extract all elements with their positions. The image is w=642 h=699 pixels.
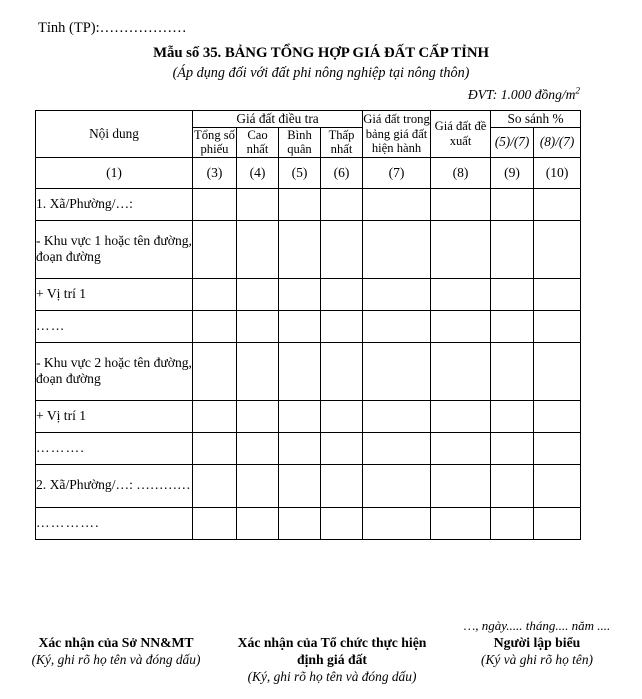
- row-cell-5[interactable]: [279, 432, 321, 464]
- unit-label: [468, 87, 580, 103]
- row-cell-3[interactable]: [193, 507, 237, 539]
- page-title: Mẫu số 35. BẢNG TỔNG HỢP GIÁ ĐẤT CẤP TỈNH: [153, 45, 489, 61]
- row-cell-3[interactable]: [193, 220, 237, 278]
- signature-title-so-nnmt: Xác nhận của Sở NN&MT: [38, 635, 194, 650]
- row-cell-4[interactable]: [237, 278, 279, 310]
- header-cao-nhat: Cao nhất: [237, 127, 279, 157]
- row-cell-6[interactable]: [321, 400, 363, 432]
- table-row: [36, 432, 581, 464]
- row-cell-9[interactable]: [491, 188, 534, 220]
- row-label[interactable]: + Vị trí 1: [36, 400, 193, 432]
- header-thap-nhat: Thấp nhất: [321, 127, 363, 157]
- province-field: Tỉnh (TP):………………: [38, 20, 187, 36]
- table-row: [36, 342, 581, 400]
- row-cell-7[interactable]: [363, 400, 431, 432]
- row-cell-9[interactable]: [491, 278, 534, 310]
- row-cell-8[interactable]: [431, 432, 491, 464]
- row-cell-7[interactable]: [363, 464, 431, 507]
- row-cell-10[interactable]: [534, 342, 581, 400]
- row-cell-9[interactable]: [491, 342, 534, 400]
- row-cell-4[interactable]: [237, 432, 279, 464]
- colnum-8: (8): [431, 157, 491, 188]
- signature-note-nguoi-lap-bieu: (Ký và ghi rõ họ tên): [481, 652, 593, 667]
- row-cell-4[interactable]: [237, 507, 279, 539]
- signature-title-to-chuc: Xác nhận của Tổ chức thực hiện định giá đất: [237, 635, 427, 667]
- header-ratio-5-7: (5)/(7): [491, 127, 534, 157]
- row-cell-5[interactable]: [279, 342, 321, 400]
- row-cell-9[interactable]: [491, 464, 534, 507]
- header-tong-so-phieu: Tổng số phiếu: [194, 127, 235, 157]
- row-cell-3[interactable]: [193, 464, 237, 507]
- row-label[interactable]: - Khu vực 1 hoặc tên đường, đoạn đường: [36, 220, 193, 278]
- row-cell-9[interactable]: [491, 432, 534, 464]
- row-label[interactable]: + Vị trí 1: [36, 278, 193, 310]
- row-cell-4[interactable]: [237, 464, 279, 507]
- row-label[interactable]: - Khu vực 2 hoặc tên đường, đoạn đường: [36, 342, 193, 400]
- row-cell-3[interactable]: [193, 188, 237, 220]
- signature-note-so-nnmt: (Ký, ghi rõ họ tên và đóng dấu): [31, 652, 201, 667]
- signature-title-nguoi-lap-bieu: Người lập biểu: [493, 635, 581, 650]
- row-cell-5[interactable]: [279, 400, 321, 432]
- signature-block-to-chuc: [232, 618, 432, 685]
- table-body: [36, 157, 581, 539]
- colnum-6: (6): [321, 157, 363, 188]
- table-row: [36, 278, 581, 310]
- row-cell-6[interactable]: [321, 310, 363, 342]
- column-number-row: [36, 157, 581, 188]
- row-cell-3[interactable]: [193, 432, 237, 464]
- row-cell-7[interactable]: [363, 278, 431, 310]
- table-row: [36, 400, 581, 432]
- row-cell-8[interactable]: [431, 507, 491, 539]
- row-cell-9[interactable]: [491, 220, 534, 278]
- row-cell-6[interactable]: [321, 432, 363, 464]
- table-row: [36, 464, 581, 507]
- row-cell-8[interactable]: [431, 400, 491, 432]
- table-row: [36, 507, 581, 539]
- row-cell-6[interactable]: [321, 342, 363, 400]
- row-cell-5[interactable]: [279, 310, 321, 342]
- row-cell-3[interactable]: [193, 278, 237, 310]
- colnum-4: (4): [237, 157, 279, 188]
- row-cell-9[interactable]: [491, 310, 534, 342]
- header-gia-dat-bang-gia-hien-hanh: Giá đất trong bảng giá đất hiện hành: [363, 111, 431, 158]
- row-cell-9[interactable]: [491, 507, 534, 539]
- row-cell-10[interactable]: [534, 507, 581, 539]
- row-cell-3[interactable]: [193, 310, 237, 342]
- row-cell-5[interactable]: [279, 220, 321, 278]
- row-cell-10[interactable]: [534, 310, 581, 342]
- table-row: [36, 188, 581, 220]
- header-noi-dung: Nội dung: [36, 111, 193, 158]
- row-cell-8[interactable]: [431, 278, 491, 310]
- row-cell-6[interactable]: [321, 220, 363, 278]
- row-cell-7[interactable]: [363, 220, 431, 278]
- signature-date-line: …, ngày..... tháng.... năm ....: [463, 618, 611, 633]
- table-row: [36, 220, 581, 278]
- summary-table: [35, 110, 581, 540]
- unit-text: ĐVT: 1.000 đồng/m: [467, 87, 576, 102]
- row-cell-10[interactable]: [534, 188, 581, 220]
- row-cell-10[interactable]: [534, 400, 581, 432]
- row-cell-4[interactable]: [237, 220, 279, 278]
- table-header-row-1: [36, 111, 581, 128]
- header-so-sanh: So sánh %: [491, 111, 581, 128]
- colnum-10: (10): [534, 157, 581, 188]
- row-cell-5[interactable]: [279, 188, 321, 220]
- header-ratio-8-7: (8)/(7): [534, 127, 581, 157]
- row-label[interactable]: ……….: [36, 432, 193, 464]
- row-cell-8[interactable]: [431, 464, 491, 507]
- signature-block-nguoi-lap-bieu: [432, 618, 642, 668]
- unit-superscript: 2: [575, 85, 580, 96]
- row-cell-10[interactable]: [534, 432, 581, 464]
- title-block: [0, 44, 642, 82]
- row-cell-10[interactable]: [534, 220, 581, 278]
- row-cell-4[interactable]: [237, 188, 279, 220]
- row-label[interactable]: ………….: [36, 507, 193, 539]
- row-cell-5[interactable]: [279, 278, 321, 310]
- signature-note-to-chuc: (Ký, ghi rõ họ tên và đóng dấu): [247, 669, 417, 684]
- signature-block-so-nnmt: [0, 618, 232, 668]
- colnum-5: (5): [279, 157, 321, 188]
- colnum-1: (1): [36, 157, 193, 188]
- row-cell-4[interactable]: [237, 310, 279, 342]
- row-cell-5[interactable]: [279, 507, 321, 539]
- row-cell-3[interactable]: [193, 400, 237, 432]
- row-cell-8[interactable]: [431, 188, 491, 220]
- row-cell-6[interactable]: [321, 188, 363, 220]
- row-cell-7[interactable]: [363, 342, 431, 400]
- row-cell-7[interactable]: [363, 188, 431, 220]
- signature-footer: [0, 618, 642, 685]
- row-cell-7[interactable]: [363, 310, 431, 342]
- colnum-7: (7): [363, 157, 431, 188]
- colnum-3: (3): [193, 157, 237, 188]
- row-cell-4[interactable]: [237, 400, 279, 432]
- row-cell-10[interactable]: [534, 464, 581, 507]
- table-container: [35, 110, 580, 540]
- row-cell-8[interactable]: [431, 342, 491, 400]
- row-cell-6[interactable]: [321, 464, 363, 507]
- row-cell-6[interactable]: [321, 507, 363, 539]
- row-cell-5[interactable]: [279, 464, 321, 507]
- row-label[interactable]: ……: [36, 310, 193, 342]
- row-cell-6[interactable]: [321, 278, 363, 310]
- header-gia-dat-de-xuat: Giá đất đề xuất: [431, 111, 491, 158]
- row-label[interactable]: 2. Xã/Phường/…: …………: [36, 464, 193, 507]
- row-cell-8[interactable]: [431, 220, 491, 278]
- header-gia-dat-dieu-tra: Giá đất điều tra: [193, 111, 363, 128]
- row-cell-7[interactable]: [363, 507, 431, 539]
- row-cell-8[interactable]: [431, 310, 491, 342]
- colnum-9: (9): [491, 157, 534, 188]
- row-cell-10[interactable]: [534, 278, 581, 310]
- page-subtitle: (Áp dụng đối với đất phi nông nghiệp tại nông thôn): [172, 65, 470, 81]
- row-label[interactable]: 1. Xã/Phường/…:: [36, 188, 193, 220]
- row-cell-7[interactable]: [363, 432, 431, 464]
- header-binh-quan: Bình quân: [279, 127, 321, 157]
- row-cell-9[interactable]: [491, 400, 534, 432]
- table-row: [36, 310, 581, 342]
- row-cell-4[interactable]: [237, 342, 279, 400]
- row-cell-3[interactable]: [193, 342, 237, 400]
